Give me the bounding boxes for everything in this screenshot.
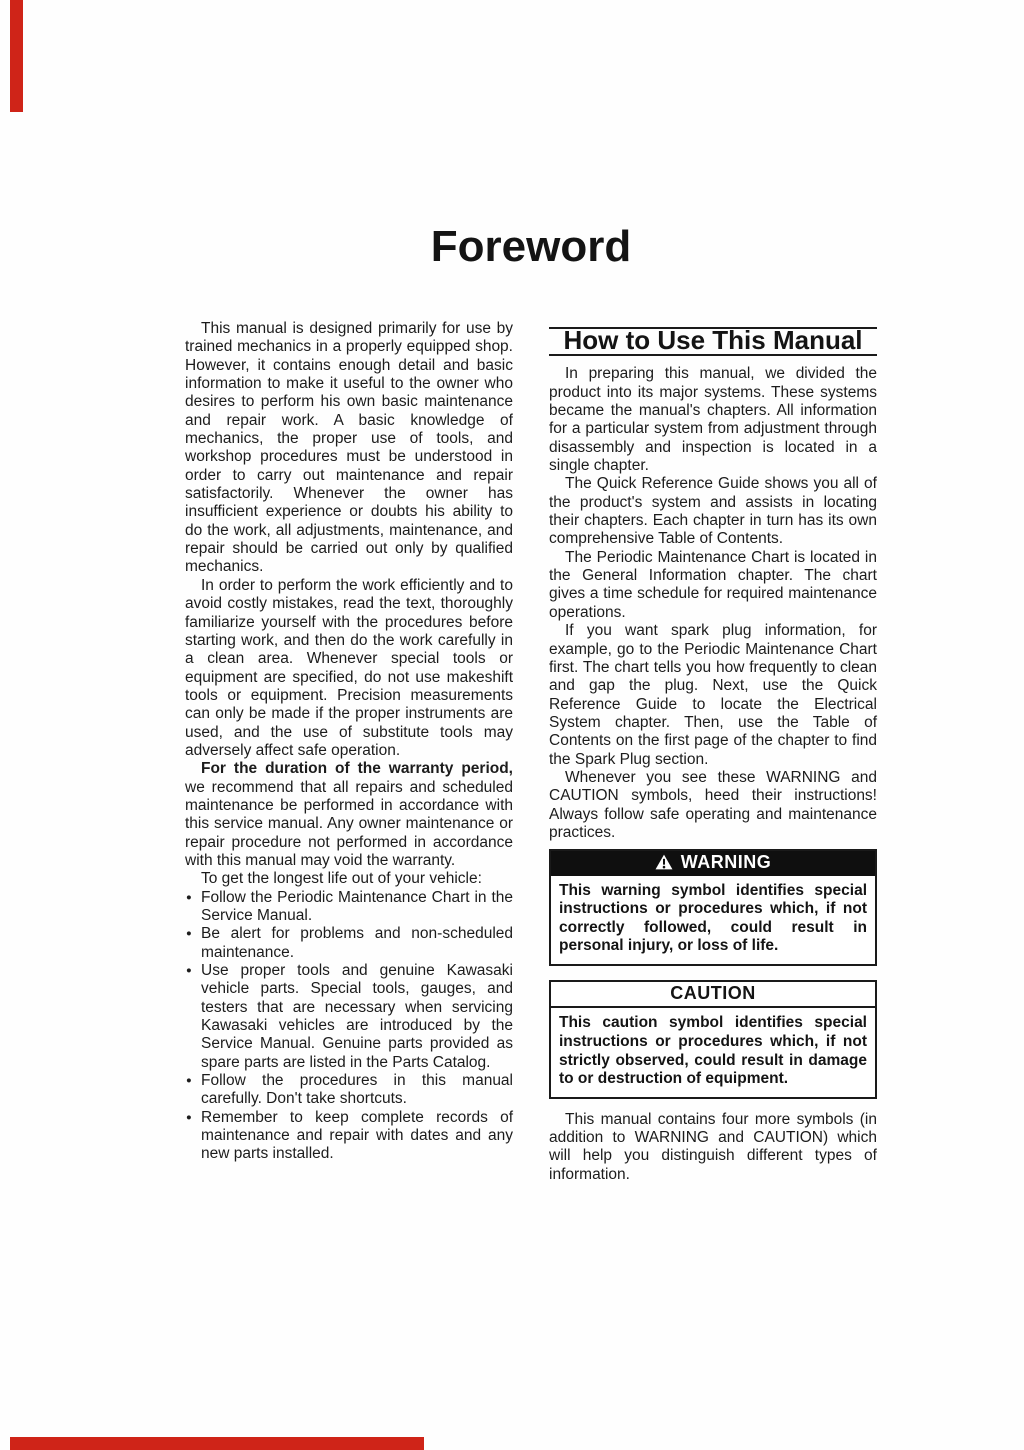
paragraph: The Quick Reference Guide shows you all of the product's system and assists in locating their chapters. Each chapter in turn has its own comprehensive Table of Contents. — [549, 475, 877, 548]
scan-artifact-left-bar — [10, 0, 23, 112]
list-item: ● Follow the procedures in this manual carefully. Don't take shortcuts. — [185, 1072, 513, 1109]
paragraph: If you want spark plug information, for example, go to the Periodic Maintenance Chart first. The chart tells you how frequently to clean and gap the plug. Next, use the Quick Reference Guide to locate the Electrical System chapter. Then, use the Table of Contents on the first page of the chapter to find the Spark Plug section. — [549, 622, 877, 768]
maintenance-tips-list — [185, 889, 513, 1164]
paragraph: This manual is designed primarily for use by trained mechanics in a properly equipped shop. However, it contains enough detail and basic information to make it useful to the owner who desires to perform his own basic maintenance and repair work. A basic knowledge of mechanics, the proper use of tools, and workshop procedures must be understood in order to carry out maintenance and repair satisfactorily. Whenever the owner has insufficient experience or doubts his ability to do the work, all adjustments, maintenance, and repair should be carried out only by qualified mechanics. — [185, 320, 513, 576]
warning-box — [549, 849, 877, 966]
paragraph: Whenever you see these WARNING and CAUTION symbols, heed their instructions! Always follow safe operating and maintenance practices. — [549, 768, 877, 841]
list-item: ● Use proper tools and genuine Kawasaki vehicle parts. Special tools, gauges, and testers that are necessary when servicing Kawasaki vehicles are introduced by the Service Manual. Genuine parts provided as spare parts are listed in the Parts Catalog. — [185, 962, 513, 1072]
caution-box-title: CAUTION — [551, 982, 875, 1008]
section-heading: How to Use This Manual — [549, 327, 877, 356]
list-item: ● Be alert for problems and non-scheduled maintenance. — [185, 925, 513, 962]
caution-box-body: This caution symbol identifies special instructions or procedures which, if not strictly observed, could result in damage to or destruction of equipment. — [559, 1014, 867, 1088]
paragraph: In preparing this manual, we divided the product into its major systems. These systems became the manual's chapters. All information for a particular system from adjustment through disassembly and inspection is located in a single chapter. — [549, 365, 877, 475]
closing-paragraph: This manual contains four more symbols (in addition to WARNING and CAUTION) which will help you distinguish different types of information. — [549, 1110, 877, 1183]
caution-box — [549, 980, 877, 1099]
warning-triangle-icon — [655, 854, 673, 870]
bullet-list-intro: To get the longest life out of your vehicle: — [201, 870, 482, 888]
page-title: Foreword — [430, 222, 632, 271]
two-column-layout — [185, 320, 877, 1184]
warranty-rest: we recommend that all repairs and scheduled maintenance be performed in accordance with this service manual. Any owner maintenance or repair procedure not performed in accordance with this manual may void the warranty. — [185, 778, 513, 869]
scan-artifact-bottom-bar — [10, 1437, 424, 1450]
warning-box-header — [551, 851, 875, 875]
right-column — [549, 320, 877, 1184]
list-item: ● Follow the Periodic Maintenance Chart in the Service Manual. — [185, 889, 513, 926]
paragraph: In order to perform the work efficiently and to avoid costly mistakes, read the text, thoroughly familiarize yourself with the procedures before starting work, and then do the work carefully in a clean area. Whenever special tools or equipment are specified, do not use makeshift tools or equipment. Precision measurements can only be made if the proper instruments are used, and the use of substitute tools may adversely affect safe operation. — [185, 576, 513, 759]
warning-box-title: WARNING — [680, 852, 772, 873]
warranty-paragraph — [185, 760, 513, 870]
paragraph: The Periodic Maintenance Chart is located in the General Information chapter. The chart gives a time schedule for required maintenance operations. — [549, 548, 877, 621]
warning-box-body: This warning symbol identifies special instructions or procedures which, if not correctly followed, could result in personal injury, or loss of life. — [559, 881, 867, 955]
warranty-bold-lead: For the duration of the warranty period, — [201, 760, 513, 778]
left-column — [185, 320, 513, 1184]
list-item: ● Remember to keep complete records of maintenance and repair with dates and any new parts installed. — [185, 1109, 513, 1164]
